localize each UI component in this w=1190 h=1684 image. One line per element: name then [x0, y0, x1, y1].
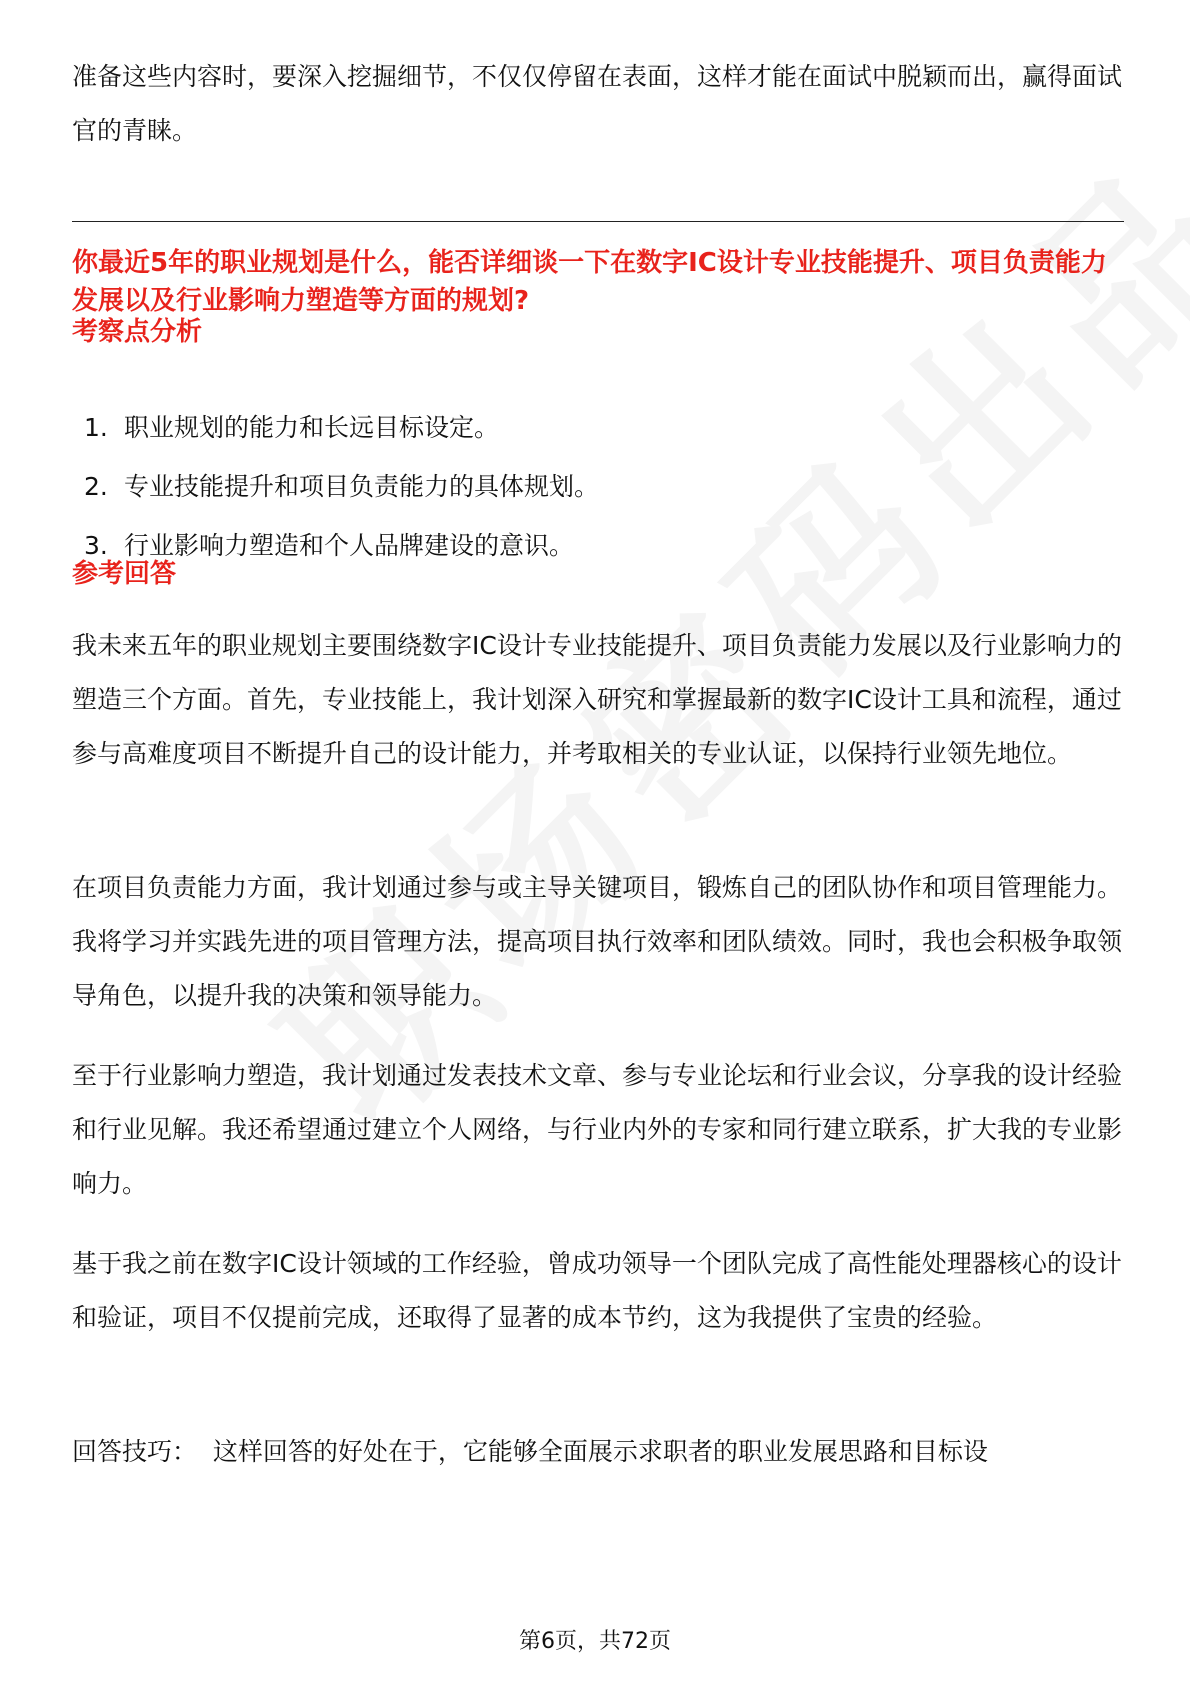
page-number: 第6页，共72页: [519, 1629, 671, 1654]
section-divider: [72, 221, 1124, 222]
list-item-text: 行业影响力塑造和个人品牌建设的意识。: [124, 531, 575, 560]
intro-paragraph: 准备这些内容时，要深入挖掘细节，不仅仅停留在表面，这样才能在面试中脱颖而出，赢得面试官的青睐。: [72, 62, 1123, 145]
answer-heading: 参考回答: [72, 559, 177, 589]
answer-paragraph: 至于行业影响力塑造，我计划通过发表技术文章、参与专业论坛和行业会议，分享我的设计经验和行业见解。我还希望通过建立个人网络，与行业内外的专家和同行建立联系，扩大我的专业影响力。: [72, 1061, 1123, 1198]
list-item-number: 3.: [84, 531, 108, 560]
analysis-heading: 考察点分析: [72, 317, 203, 347]
list-item-number: 1.: [84, 413, 108, 442]
answer-tips: 回答技巧： 这样回答的好处在于，它能够全面展示求职者的职业发展思路和目标设: [72, 1437, 988, 1466]
list-item-text: 专业技能提升和项目负责能力的具体规划。: [124, 472, 600, 501]
list-item-text: 职业规划的能力和长远目标设定。: [124, 413, 500, 442]
list-item-number: 2.: [84, 472, 108, 501]
question-heading: 你最近5年的职业规划是什么，能否详细谈一下在数字IC设计专业技能提升、项目负责能力发展以及行业影响力塑造等方面的规划?: [72, 248, 1107, 316]
answer-paragraph: 基于我之前在数字IC设计领域的工作经验，曾成功领导一个团队完成了高性能处理器核心的设计和验证，项目不仅提前完成，还取得了显著的成本节约，这为我提供了宝贵的经验。: [72, 1249, 1122, 1332]
list-item: [84, 408, 599, 467]
answer-paragraph: 我未来五年的职业规划主要围绕数字IC设计专业技能提升、项目负责能力发展以及行业影响力的塑造三个方面。首先，专业技能上，我计划深入研究和掌握最新的数字IC设计工具和流程，通过参与高难度项目不断提升自己的设计能力，并考取相关的专业认证，以保持行业领先地位。: [72, 631, 1122, 768]
list-item: [84, 467, 599, 526]
answer-paragraph: 在项目负责能力方面，我计划通过参与或主导关键项目，锻炼自己的团队协作和项目管理能力。我将学习并实践先进的项目管理方法，提高项目执行效率和团队绩效。同时，我也会积极争取领导角色，以提升我的决策和领导能力。: [72, 873, 1123, 1010]
